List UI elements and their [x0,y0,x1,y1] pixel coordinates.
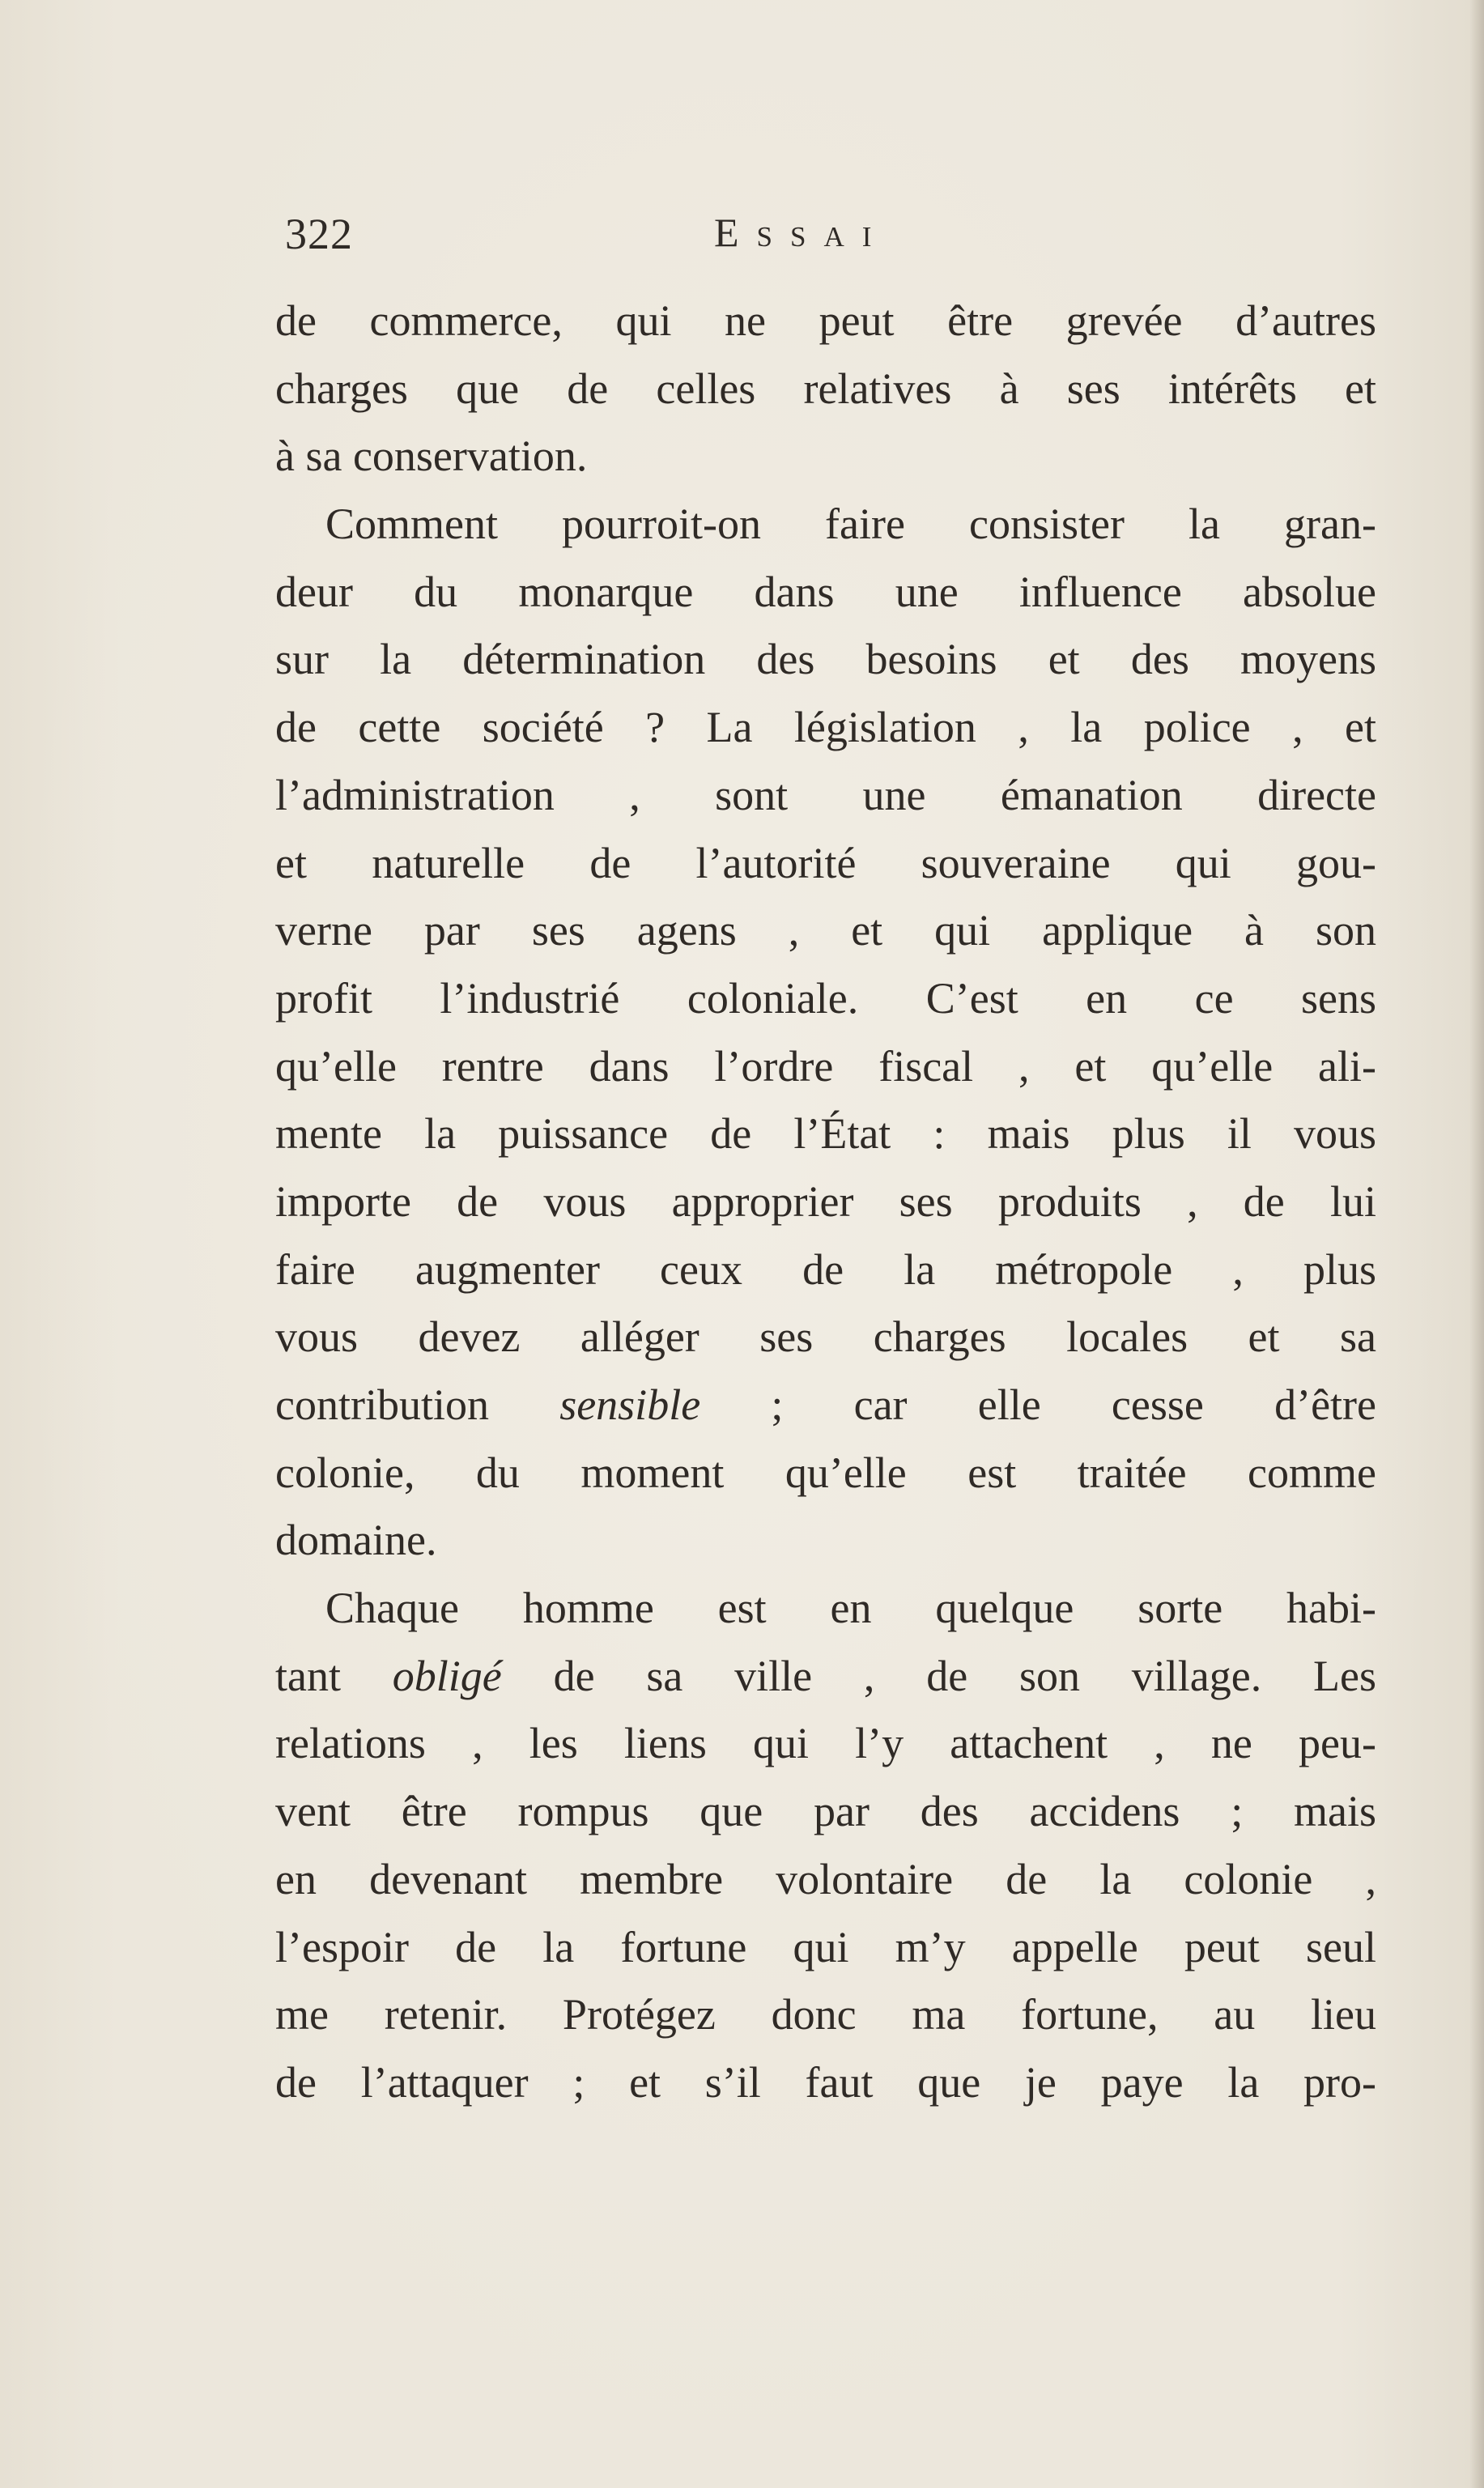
text-line: vous devez alléger ses charges locales et sa [275,1312,1376,1362]
text-line-with-italic [275,1372,1376,1440]
text-line: vent être rompus que par des accidens ; mais [275,1787,1376,1836]
text-line: de cette société ? La législation , la police , et [275,703,1376,752]
text-run: ; car elle cesse d’être [700,1380,1376,1429]
text-line: sur la détermination des besoins et des moyens [275,635,1376,684]
text-line: qu’elle rentre dans l’ordre fiscal , et qu’elle ali- [275,1041,1376,1091]
text-line: de l’attaquer ; et s’il faut que je paye la pro- [275,2057,1376,2107]
text-line: profit l’industrié coloniale. C’est en ce sens [275,973,1376,1023]
text-line: deur du monarque dans une influence absolue [275,567,1376,616]
text-line: relations , les liens qui l’y attachent , ne peu- [275,1719,1376,1768]
page-edge-shadow [1469,0,1484,2488]
text-line: et naturelle de l’autorité souveraine qui gou- [275,838,1376,887]
page-number: 322 [285,210,353,258]
page-header [285,209,1240,274]
text-line: de commerce, qui ne peut être grevée d’autres [275,296,1376,345]
text-line: Chaque homme est en quelque sorte habi- [325,1584,1376,1633]
text-line: l’espoir de la fortune qui m’y appelle peut seul [275,1922,1376,1971]
text-line: Comment pourroit-on faire consister la gran- [325,500,1376,549]
text-line: l’administration , sont une émanation directe [275,770,1376,819]
text-line: faire augmenter ceux de la métropole , plus [275,1244,1376,1294]
italic-word: obligé [392,1651,502,1700]
text-line: me retenir. Protégez donc ma fortune, au lieu [275,1990,1376,2039]
text-run: tant [275,1651,393,1700]
text-line: importe de vous approprier ses produits , de lui [275,1176,1376,1226]
text-run: contribution [275,1380,560,1429]
running-head: Essai [714,210,890,255]
text-line: colonie, du moment qu’elle est traitée comme [275,1448,1376,1497]
text-line: verne par ses agens , et qui applique à son [275,906,1376,955]
text-run: de sa ville , de son village. Les [501,1651,1376,1700]
text-line: mente la puissance de l’État : mais plus il vous [275,1109,1376,1159]
text-line: domaine. [275,1516,437,1565]
text-line: à sa conservation. [275,432,588,481]
body-text [275,287,1376,2117]
text-line: en devenant membre volontaire de la colonie , [275,1854,1376,1903]
text-line-with-italic [275,1643,1376,1711]
text-line: charges que de celles relatives à ses intérêts et [275,364,1376,413]
italic-word: sensible [559,1380,701,1429]
